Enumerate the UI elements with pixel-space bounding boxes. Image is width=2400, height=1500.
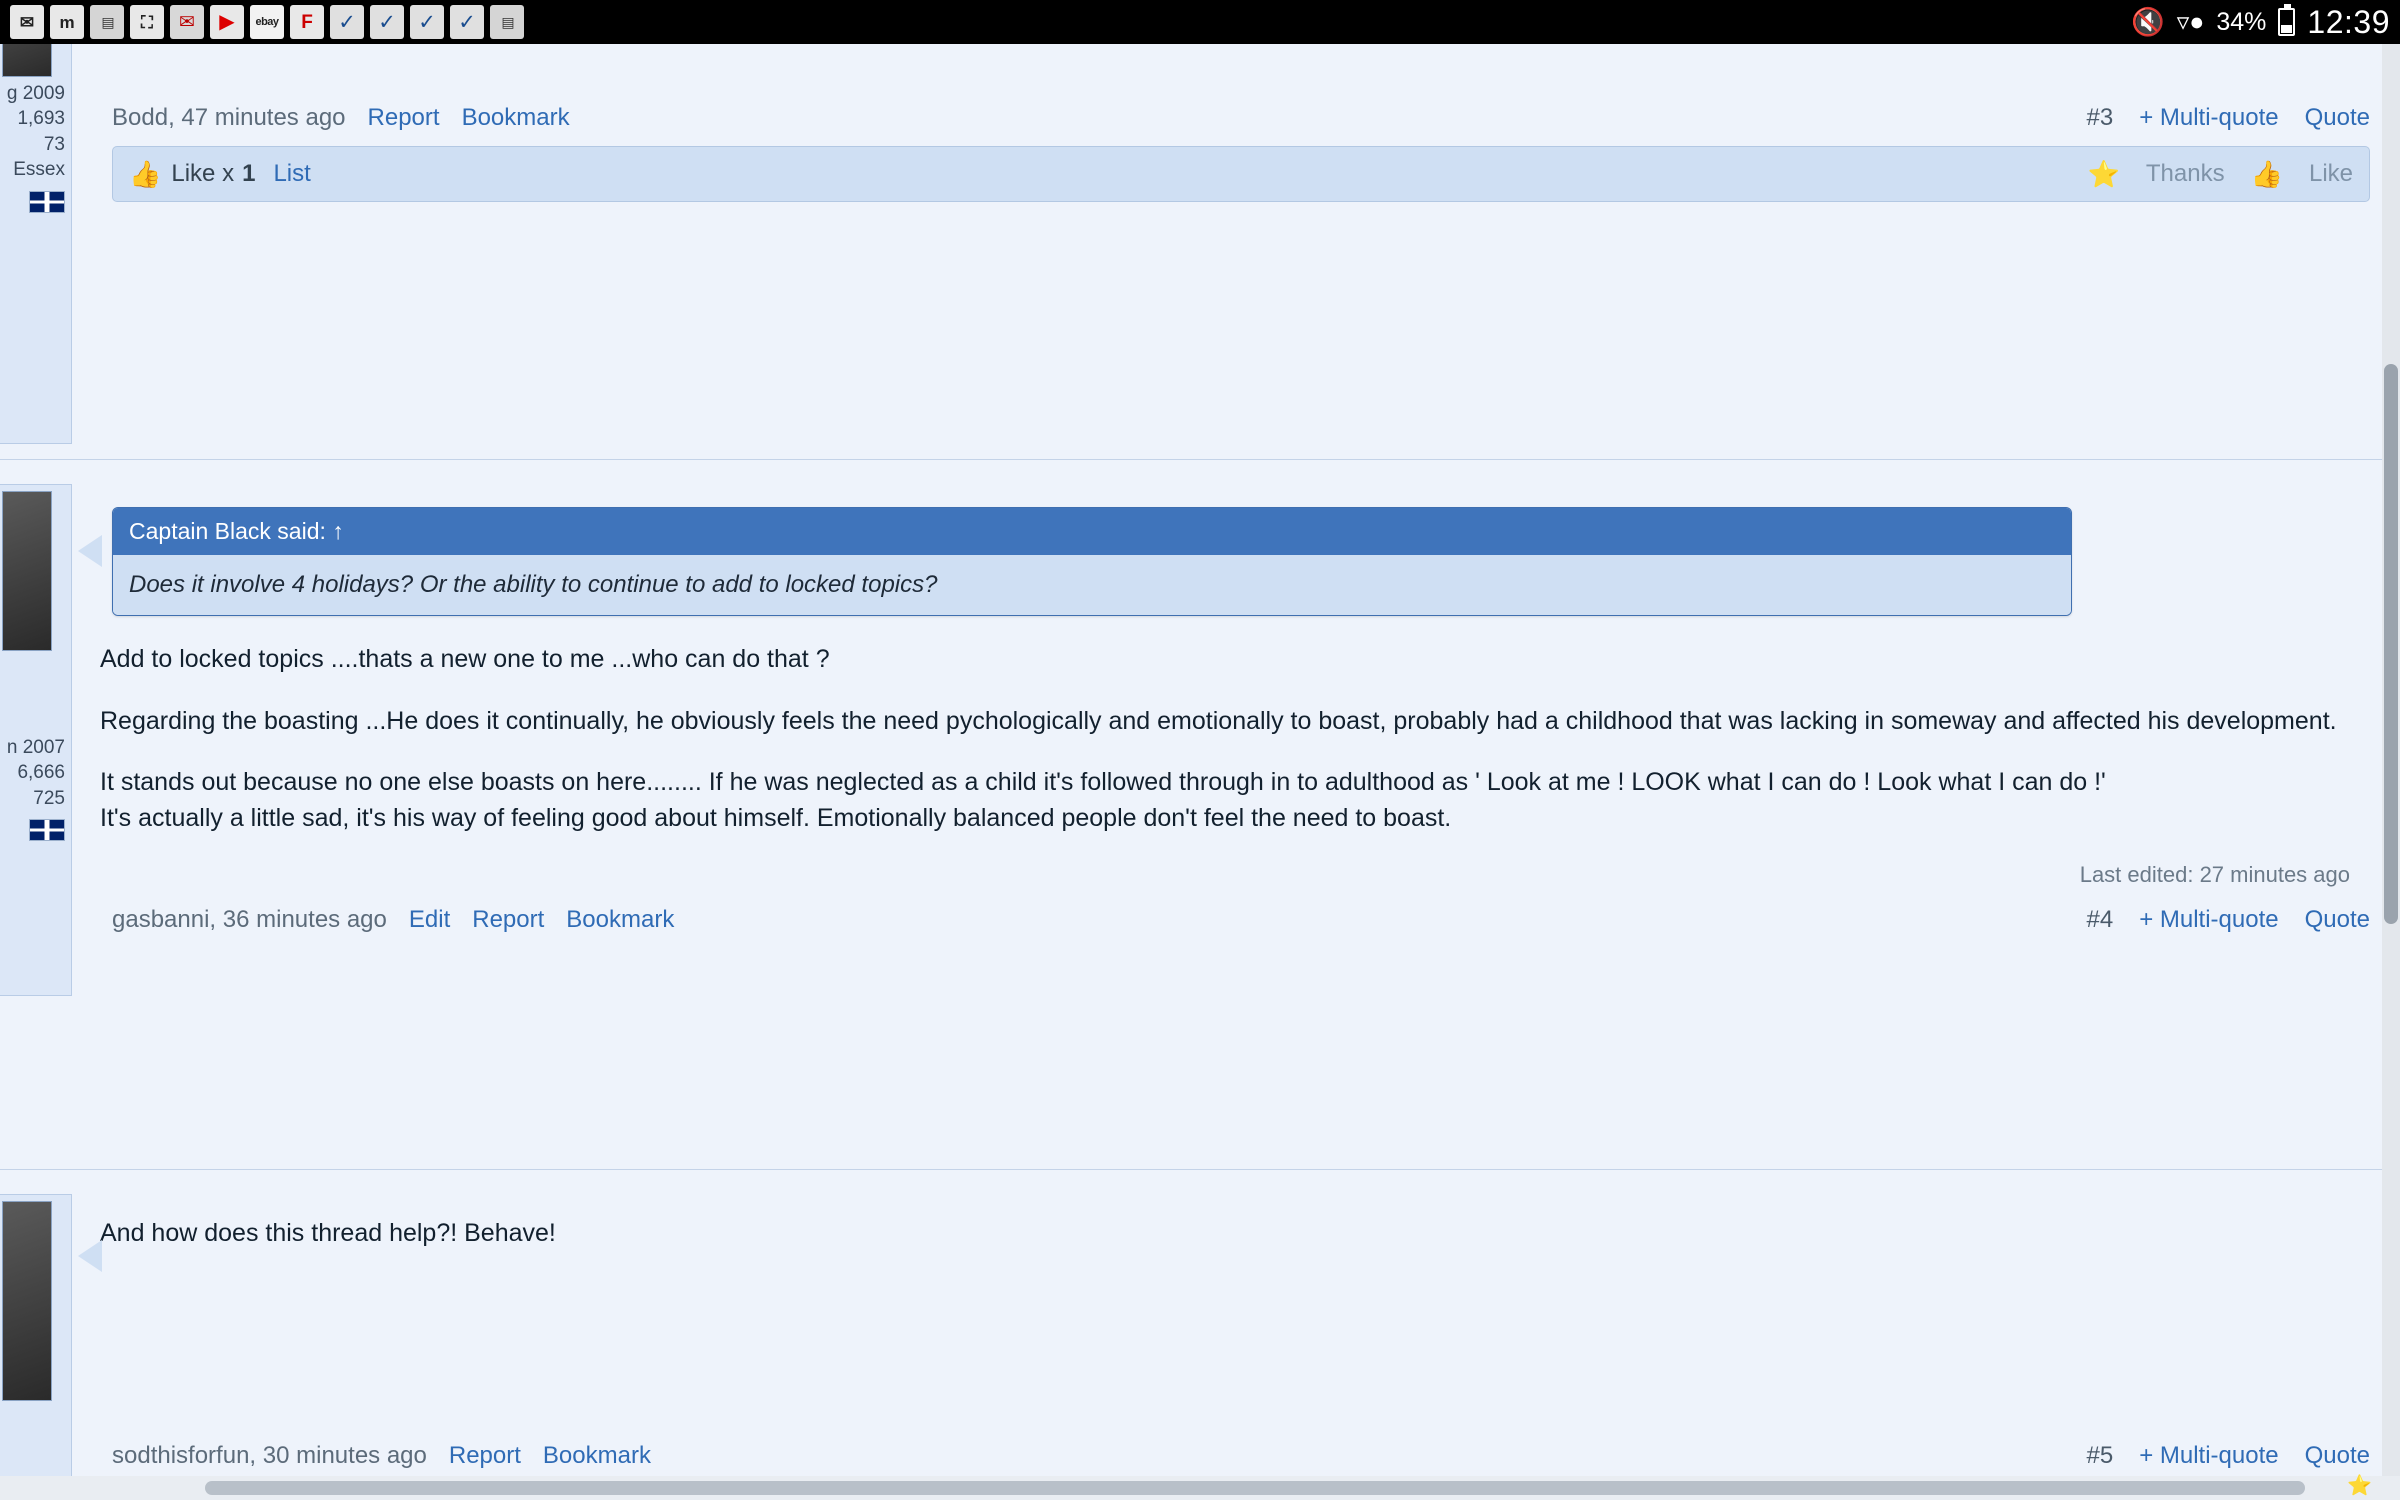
quote-link[interactable]: Quote bbox=[2304, 104, 2370, 131]
forum-page bbox=[0, 44, 2400, 1500]
post-3 bbox=[72, 104, 2400, 202]
post-paragraph-4: It's actually a little sad, it's his way of feeling good about himself. Emotionally balanced people don't feel the need to boast. bbox=[100, 803, 1452, 832]
uk-flag-icon bbox=[29, 819, 65, 841]
thanks-button[interactable]: Thanks bbox=[2145, 160, 2225, 187]
thumbs-up-like-icon[interactable]: 👍 bbox=[2250, 158, 2283, 189]
user-stats bbox=[0, 81, 71, 187]
report-link[interactable]: Report bbox=[472, 906, 545, 933]
like-bar bbox=[112, 146, 2370, 202]
avatar[interactable] bbox=[2, 1201, 52, 1401]
post-5-body bbox=[100, 1216, 2350, 1252]
photo-icon: ⛶ bbox=[130, 5, 164, 39]
post-author-and-time: Bodd, 47 minutes ago bbox=[112, 104, 346, 131]
user-block-post-3 bbox=[0, 0, 72, 444]
post-divider-1 bbox=[0, 459, 2400, 460]
user-joined: g 2009 bbox=[6, 83, 65, 104]
multiquote-link[interactable]: + Multi-quote bbox=[2139, 104, 2279, 131]
user-block-post-5 bbox=[0, 1194, 72, 1494]
post-paragraph-1: Add to locked topics ....thats a new one to me ...who can do that ? bbox=[100, 645, 830, 673]
post-number: #4 bbox=[2086, 906, 2114, 933]
quote-link[interactable]: Quote bbox=[2304, 906, 2370, 933]
post-number: #5 bbox=[2086, 1441, 2114, 1469]
task-check-icon-3: ✓ bbox=[410, 5, 444, 39]
forum-app-icon: m bbox=[50, 5, 84, 39]
bookmark-link[interactable]: Bookmark bbox=[566, 906, 675, 933]
task-check-icon-4: ✓ bbox=[450, 5, 484, 39]
task-check-icon-1: ✓ bbox=[330, 5, 364, 39]
battery-percent: 34% bbox=[2216, 7, 2267, 36]
post-paragraph-3: It stands out because no one else boasts on here........ If he was neglected as a child it's followed through in to adulthood as ' Look at me ! LOOK what I can do ! Look what I can do !' bbox=[100, 768, 2106, 796]
vertical-scrollbar[interactable] bbox=[2382, 44, 2400, 1500]
task-check-icon-2: ✓ bbox=[370, 5, 404, 39]
uk-flag-icon bbox=[29, 191, 65, 213]
star-icon[interactable]: ⭐ bbox=[2087, 158, 2120, 189]
user-block-post-4 bbox=[0, 484, 72, 996]
edit-link[interactable]: Edit bbox=[408, 906, 451, 933]
user-info-column bbox=[0, 44, 72, 1500]
user-likes: 73 bbox=[43, 133, 65, 155]
post-number: #3 bbox=[2086, 104, 2114, 131]
multiquote-link[interactable]: + Multi-quote bbox=[2139, 1441, 2279, 1469]
last-edited-note: Last edited: 27 minutes ago bbox=[2079, 862, 2350, 887]
user-messages: 6,666 bbox=[17, 762, 65, 784]
news-icon: ▤ bbox=[90, 5, 124, 39]
post-author-and-time: sodthisforfun, 30 minutes ago bbox=[112, 1441, 427, 1469]
post-author[interactable]: sodthisforfun bbox=[112, 1441, 250, 1469]
like-text: Like x bbox=[171, 160, 235, 187]
post-4-body bbox=[100, 642, 2350, 836]
notification-icons bbox=[10, 5, 524, 39]
post-paragraph-1: And how does this thread help?! Behave! bbox=[100, 1219, 556, 1247]
mail-at-icon: ✉ bbox=[170, 5, 204, 39]
post-5 bbox=[72, 1204, 2400, 1470]
post-3-meta bbox=[72, 104, 2400, 132]
post-paragraph-2: Regarding the boasting ...He does it continually, he obviously feels the need pychologically and emotionally to boast, probably had a childhood that was lacking in someway and affected his development. bbox=[100, 706, 2337, 735]
multiquote-link[interactable]: + Multi-quote bbox=[2139, 906, 2279, 933]
news-icon-2: ▤ bbox=[490, 5, 524, 39]
post-bubble-arrow bbox=[78, 1240, 102, 1272]
like-list-link[interactable]: List bbox=[273, 160, 311, 187]
user-stats bbox=[0, 655, 71, 815]
like-button[interactable]: Like bbox=[2308, 160, 2353, 187]
user-likes: 725 bbox=[33, 787, 65, 809]
like-count: 1 bbox=[242, 160, 256, 187]
post-author[interactable]: Bodd bbox=[112, 104, 169, 131]
email-icon: ✉ bbox=[10, 5, 44, 39]
post-bubble-arrow bbox=[78, 535, 102, 567]
horizontal-scrollbar[interactable] bbox=[0, 1476, 2400, 1500]
quoted-post bbox=[112, 507, 2072, 616]
thumbs-up-icon: 👍 bbox=[129, 158, 162, 189]
post-4-meta bbox=[72, 906, 2400, 934]
youtube-icon: ▶ bbox=[210, 5, 244, 39]
bookmark-link[interactable]: Bookmark bbox=[542, 1441, 651, 1469]
user-joined: n 2007 bbox=[6, 737, 65, 758]
quote-header[interactable]: Captain Black said: ↑ bbox=[113, 508, 2071, 555]
android-status-bar bbox=[0, 0, 2400, 44]
star-corner-icon: ⭐ bbox=[2347, 1475, 2372, 1497]
post-4 bbox=[72, 499, 2400, 934]
report-link[interactable]: Report bbox=[448, 1441, 521, 1469]
post-divider-2 bbox=[0, 1169, 2400, 1170]
flipboard-icon: F bbox=[290, 5, 324, 39]
report-link[interactable]: Report bbox=[367, 104, 440, 131]
post-timestamp: 30 minutes ago bbox=[262, 1441, 427, 1469]
bookmark-link[interactable]: Bookmark bbox=[461, 104, 570, 131]
post-timestamp: 47 minutes ago bbox=[181, 104, 346, 131]
clock: 12:39 bbox=[2307, 3, 2390, 40]
quote-link[interactable]: Quote bbox=[2304, 1441, 2370, 1469]
status-right-cluster bbox=[2131, 4, 2390, 41]
post-timestamp: 36 minutes ago bbox=[222, 906, 387, 933]
vertical-scrollbar-thumb[interactable] bbox=[2384, 364, 2398, 924]
horizontal-scrollbar-thumb[interactable] bbox=[205, 1481, 2305, 1495]
post-author[interactable]: gasbanni bbox=[112, 906, 210, 933]
quote-body: Does it involve 4 holidays? Or the ability to continue to add to locked topics? bbox=[113, 555, 2071, 615]
post-author-and-time: gasbanni, 36 minutes ago bbox=[112, 906, 387, 933]
battery-icon bbox=[2278, 8, 2295, 36]
post-5-meta bbox=[72, 1442, 2400, 1470]
user-location: Essex bbox=[13, 159, 65, 181]
user-messages: 1,693 bbox=[17, 108, 65, 130]
wifi-icon: ▿● bbox=[2176, 8, 2205, 36]
ebay-icon: ebay bbox=[250, 5, 284, 39]
mute-icon: 🔇 bbox=[2131, 7, 2165, 37]
avatar[interactable] bbox=[2, 491, 52, 651]
